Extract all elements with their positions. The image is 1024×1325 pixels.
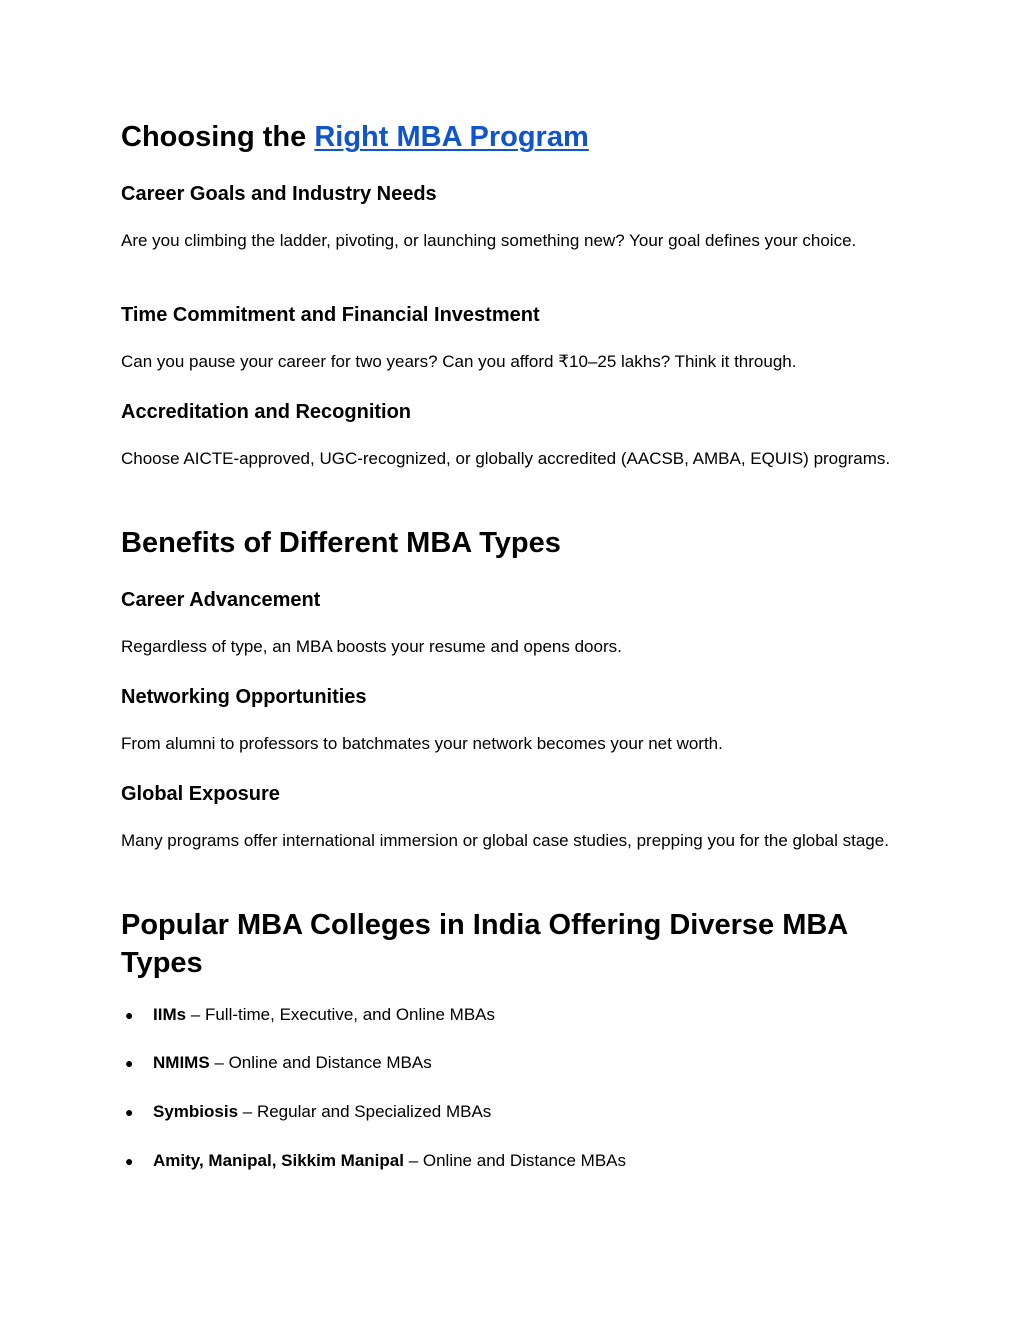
list-item [125, 1051, 432, 1075]
college-name: IIMs [153, 1005, 187, 1024]
college-name: NMIMS [153, 1053, 210, 1072]
paragraph-accreditation: Choose AICTE-approved, UGC-recognized, or globally accredited (AACSB, AMBA, EQUIS) programs. [121, 449, 891, 468]
right-mba-program-link[interactable]: Right MBA Program [314, 121, 589, 153]
paragraph-global-exposure: Many programs offer international immersion or global case studies, prepping you for the global stage. [121, 831, 889, 850]
paragraph-time-commitment: Can you pause your career for two years? Can you afford ₹10–25 lakhs? Think it through. [121, 352, 797, 371]
list-item [125, 1149, 627, 1173]
bullet-icon: ● [125, 1104, 134, 1120]
heading-prefix: Choosing the [121, 121, 307, 153]
subheading-networking: Networking Opportunities [121, 686, 367, 708]
bullet-icon: ● [125, 1055, 134, 1071]
list-item [125, 1003, 496, 1027]
college-desc: – Full-time, Executive, and Online MBAs [186, 1005, 496, 1024]
college-name: Amity, Manipal, Sikkim Manipal [153, 1151, 404, 1170]
subheading-accreditation: Accreditation and Recognition [121, 401, 412, 423]
section-heading-popular-colleges: Popular MBA Colleges in India Offering Diverse MBA Types [121, 909, 848, 979]
college-desc: – Online and Distance MBAs [209, 1053, 432, 1072]
bullet-icon: ● [125, 1007, 134, 1023]
paragraph-career-goals: Are you climbing the ladder, pivoting, or launching something new? Your goal defines your choice. [121, 231, 857, 250]
section-heading-benefits: Benefits of Different MBA Types [121, 527, 561, 559]
subheading-global-exposure: Global Exposure [121, 783, 280, 805]
college-desc: – Online and Distance MBAs [403, 1151, 627, 1170]
college-name: Symbiosis [153, 1102, 239, 1121]
paragraph-networking: From alumni to professors to batchmates your network becomes your net worth. [121, 734, 723, 753]
college-desc: – Regular and Specialized MBAs [238, 1102, 492, 1121]
subheading-time-commitment: Time Commitment and Financial Investment [121, 304, 540, 326]
paragraph-career-advancement: Regardless of type, an MBA boosts your resume and opens doors. [121, 637, 622, 656]
section-heading-choosing [121, 118, 911, 156]
bullet-icon: ● [125, 1153, 134, 1169]
subheading-career-advancement: Career Advancement [121, 589, 321, 611]
subheading-career-goals: Career Goals and Industry Needs [121, 183, 437, 205]
list-item [125, 1100, 492, 1124]
